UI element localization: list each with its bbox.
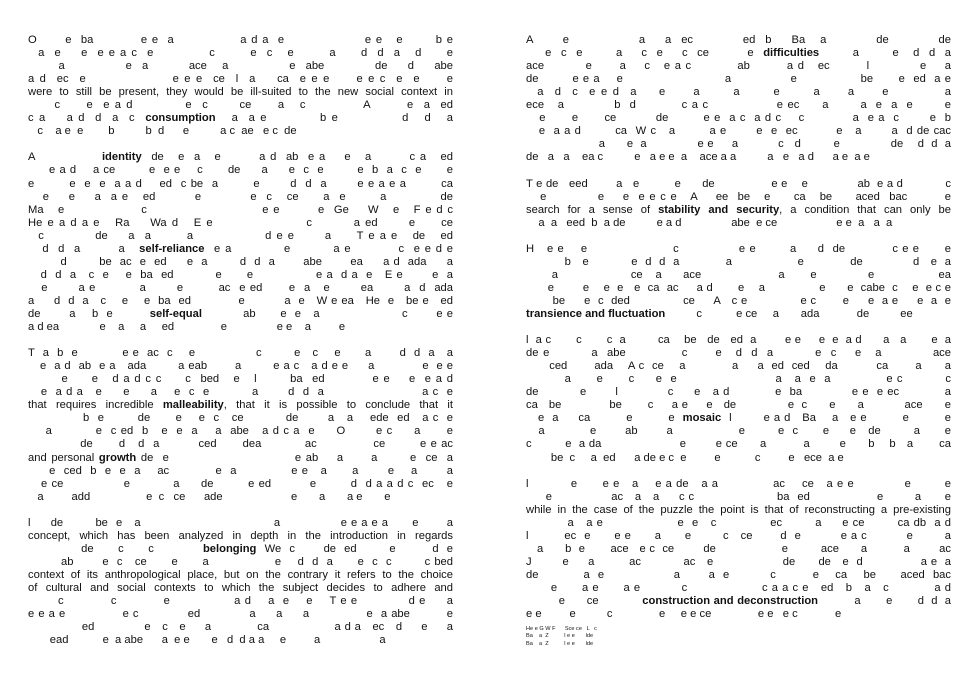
text-line: T e de eed a e e de e e e ab e a d c [526, 177, 951, 190]
text-line: e a e a e c c a a c e ed b a c a d [526, 581, 951, 594]
text-line: A identity de e a e a d ab e a e a c a ed [28, 151, 453, 164]
footnote-line: He e G W F Sce ce L c [526, 626, 597, 633]
text-line: transience and fluctuation c e ce a ada de ee [526, 307, 913, 320]
text-line: c a e e b b d e a c ae e c de [28, 125, 297, 138]
keyword: mosaic [682, 412, 722, 425]
text-line: de e e a e a e be e ed a e [526, 73, 951, 86]
text-line: ca be be c a e e de e c e a ace e [526, 399, 951, 412]
right-column [526, 34, 951, 648]
text-line: e a d ab e a ada a eab a e a c a d e e a e e e [28, 360, 453, 373]
text-line: e e e e e ca ac a d e a e e cabe c e e c e [526, 281, 951, 294]
text-line: e a a d ca W c a a e e e ec e a a d de cac [526, 125, 951, 138]
paragraph [526, 334, 951, 464]
text-line: c c e a d a e e T e e d e a [28, 595, 453, 608]
keyword: difficulties [763, 47, 820, 60]
text-line: de e l c e a d e ba e e e ec a [526, 386, 951, 399]
text-line: e a d a ce e e e c de a e c e e b a c e e [28, 164, 453, 177]
text-line: while in the case of the puzzle the point is that of reconstructing a pre-existing [526, 503, 951, 516]
text-line: l de be e a a e e a e a e a [28, 516, 453, 529]
keyword: identity [101, 151, 142, 164]
text-line: e c e a c e c ce e difficulties a e d d a [526, 47, 951, 60]
paragraph [28, 517, 453, 647]
keyword: transience and fluctuation [526, 307, 666, 320]
text-line: de a a ea c e a e e a ace a a a e a d a e a e [526, 151, 870, 164]
text-line: de c c belonging We c de ed e d e [28, 542, 453, 555]
text-line: a a e e e c ec a e ce ca db a d [526, 516, 951, 529]
text-line: e e e e a a d ed c be a e d d a e e a e a ca [28, 177, 453, 190]
text-line: a e c ed b e e a a abe a d c a e O e c a e [28, 425, 453, 438]
text-line: ece a b d c a c e ec a a e a e e [526, 99, 951, 112]
text-line: were to still be present, they would be ill-suited to the new social context in [28, 86, 453, 99]
text-line: ace e a c e a c ab a d ec l e a [526, 60, 951, 73]
text-line: that requires incredible malleability, that it is possible to conclude that it [28, 399, 453, 412]
text-line: de e a abe c e d d a e c e a ace [526, 347, 951, 360]
text-line: e ce e a de e ed e d d a a d c ec e [28, 477, 453, 490]
text-line: e a d a e e a e c e a d d a a c e [28, 386, 453, 399]
keyword: construction and deconstruction [642, 595, 818, 608]
text-line: e e e c e e e ce e e e c e [526, 608, 842, 621]
keyword: consumption [145, 112, 216, 125]
text-line: e e a e e c ed a a a e a abe e [28, 608, 453, 621]
text-line: ced ada A c ce a a a ed ced da ca a a [526, 360, 951, 373]
text-line: A e a a ec ed b Ba a de de [526, 34, 951, 46]
text-line: l ec e e e a e c ce d e e a c e a [526, 529, 951, 542]
text-line: de a e a a e c e ca be aced bac [526, 568, 951, 581]
text-line: l e e e a e a de a a ac ce a e e e e [526, 477, 951, 490]
text-line: b e de e e c ce de a a ede ed a c e [28, 412, 453, 425]
text-line: be e c ded ce A c e e c e e a e e a e [526, 294, 951, 307]
paragraph [526, 34, 951, 164]
text-line: a e e e e a c e c e c e a d d a d e [28, 47, 453, 60]
footnote-line: Ba a Z l e e lde [526, 640, 594, 647]
text-line: a b e ace e c ce de e ace a a ac [526, 542, 951, 555]
text-line: J e a ac ac e de de e d a e a [526, 555, 951, 568]
text-line: a e a ace a e abe de d abe [28, 60, 453, 73]
text-line: e a ca e e mosaic l e a d Ba a e e e e [526, 412, 951, 425]
text-line: de a b e self-equal ab e e a c e e [28, 307, 453, 320]
paragraph [526, 178, 951, 230]
keyword: stability and security [658, 203, 780, 216]
text-line: d d a a self-reliance e a e a e c e e d e [28, 242, 453, 255]
text-line: de d d a ced dea ac ce e e ac [28, 438, 453, 451]
text-line: d d a c e e ba ed e e e a d a e E e e a [28, 268, 453, 281]
text-line: a d d a c e e ba ed e a e W e ea He e be e ed [28, 294, 453, 307]
text-line: search for a sense of stability and security, a condition that can only be [526, 203, 951, 216]
keyword: self-equal [149, 307, 202, 320]
text-line: b e e d d a a e de d e a [526, 255, 951, 268]
text-line: e e a a e ed e e c ce a e a de [28, 190, 453, 203]
text-line: e ce construction and deconstruction a e d d a [526, 595, 951, 608]
text-line: d be ac e ed e a d d a abe ea a d ada a [28, 255, 453, 268]
text-line: a e a e e a c d e de d d a [526, 138, 951, 151]
keyword: growth [98, 451, 137, 464]
text-line: Ma e c e e e Ge W e F e d c [28, 203, 453, 216]
paragraph [28, 151, 453, 334]
text-line: and personal growth de e e ab a a e ce a [28, 451, 453, 464]
keyword: self-reliance [139, 242, 205, 255]
text-line: e e d a d c c c bed e l ba ed e e e e a d [28, 373, 453, 386]
text-line: ab e c ce e a e d d a e c c c bed [28, 555, 453, 568]
text-line: context of its anthropological place, but on the contrary it refers to the choice [28, 568, 453, 581]
text-line: e a e a e ac e ed e a e ea a d ada [28, 281, 453, 294]
text-line: He e a d a e Ra Wa d E e c a ed e ce [28, 216, 453, 229]
paragraph [526, 243, 951, 321]
paragraph [526, 478, 951, 622]
text-line: a e c e e a a e a e c c [526, 373, 951, 386]
text-line: of cultural and social contexts to which the subject decides to adhere and [28, 581, 453, 594]
footnote-line: Ba a Z l e e lde [526, 633, 594, 640]
text-line: c e e a d e c ce a c A e a ed [28, 99, 453, 112]
text-line: T a b e e e ac c e c e c e a d d a a [28, 347, 453, 360]
footnote [526, 626, 951, 648]
text-line: a a eed b a de e a d abe e ce e e a a a [526, 216, 893, 229]
text-line: be c a ed a de e c e e c e ece a e [526, 451, 844, 464]
text-line: e ac a a c c ba ed e a e [526, 490, 951, 503]
text-line: a e ab a e e c e e de a e [526, 425, 951, 438]
text-line: a ce a ace a e e ea [526, 268, 951, 281]
text-line: a d ec e e e e ce l a ca e e e e e c e e e [28, 73, 453, 86]
text-line: e e ce de e e a c a d c c a e a c e b [526, 112, 951, 125]
text-line: e e e e e c e A ee be e ca be aced bac e [526, 190, 951, 203]
text-line: O e ba e e a a d a e e e e b e [28, 34, 453, 46]
text-line: a add e c ce ade e a a e e [28, 490, 391, 503]
text-line: e ced b e e a ac e a e e a a e a a [28, 464, 453, 477]
text-line: c e a da e e ce a a e b b a ca [526, 438, 951, 451]
text-line: ed e c e a ca a d a ec d e a [28, 621, 453, 634]
keyword: belonging [202, 542, 257, 555]
paragraph [28, 347, 453, 504]
text-line: H e e e c e e a d de c e e e [526, 242, 951, 255]
text-line: l a c c c a ca be de ed a e e e e a d a a e a [526, 334, 951, 347]
paragraph [28, 34, 453, 138]
text-line: c de a a a d e e a T e a e de ed [28, 229, 453, 242]
text-line: ead e a abe a e e e d d a a e a a [28, 634, 386, 647]
left-column [28, 34, 453, 660]
text-line: a d c e e d a e a a e a a e a [526, 86, 951, 99]
text-line: concept, which has been analyzed in depth in the introduction in regards [28, 529, 453, 542]
keyword: malleability [162, 399, 224, 412]
text-line: c a a d d a c consumption a a e b e d d a [28, 112, 453, 125]
text-line: a d ea e a a ed e e e a e [28, 321, 346, 334]
